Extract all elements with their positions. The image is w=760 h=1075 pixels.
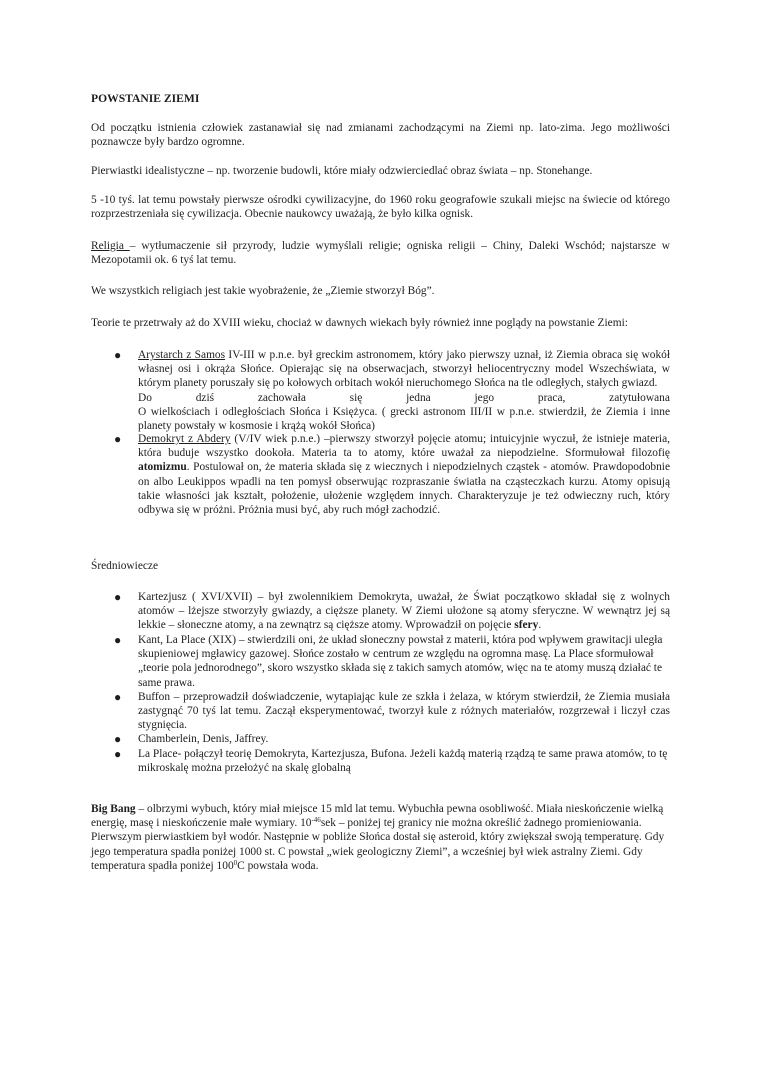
atomism-term: atomizmu — [138, 461, 187, 474]
religion-term: Religia — [91, 240, 130, 252]
bullet-icon: ● — [114, 732, 122, 746]
bullet-icon: ● — [114, 690, 122, 704]
paragraph-creation: We wszystkich religiach jest takie wyobrażenie, że „Ziemie stworzył Bóg”. — [91, 285, 435, 297]
section-heading-medieval: Średniowiecze — [91, 560, 159, 572]
bullet-icon: ● — [114, 348, 122, 362]
religion-text: – wytłumaczenie sił przyrody, ludzie wymyślali religie; ogniska religii – Chiny, Daleki Wschód; najstarsze w Mezopotamii ok. 6 tyś lat temu. — [91, 240, 670, 267]
descartes-text: Kartezjusz ( XVI/XVII) – był zwolennikiem Demokryta, uważał, że Świat początkowo składał się z wolnych atomów – lżejsze stworzyły gwiazdy, a cięższe planety. W Ziemi ułożone są atomy sferyczne. W wewnątrz jej są lekkie – słoneczne atomy, a na zewnątrz są cięższe atomy. Wprowadził on pojęcie sfery. — [138, 591, 670, 632]
big-bang-term: Big Bang — [91, 803, 136, 815]
paragraph-theories: Teorie te przetrwały aż do XVIII wieku, chociaż w dawnych wiekach były również inne poglądy na powstanie Ziemi: — [91, 317, 628, 329]
bullet-icon: ● — [114, 590, 122, 604]
aristarchus-name: Arystarch z Samos — [138, 349, 226, 361]
document-title: POWSTANIE ZIEMI — [91, 92, 200, 105]
paragraph-religion — [91, 239, 670, 267]
bullet-icon: ● — [114, 633, 122, 647]
paragraph-civilization: 5 -10 tyś. lat temu powstały pierwsze ośrodki cywilizacyjne, do 1960 roku geografowie szukali miejsc na świecie od którego rozprzestrzeniała się cywilizacja. Obecnie naukowcy uważają, że było kilka ognisk. — [91, 194, 670, 221]
bullet-icon: ● — [114, 432, 122, 446]
bullet-icon: ● — [114, 747, 122, 761]
spheres-term: sfery — [514, 619, 539, 632]
paragraph-idealistic: Pierwiastki idealistyczne – np. tworzenie budowli, które miały odzwierciedlać obraz świata – np. Stonehange. — [91, 165, 593, 177]
paragraph-big-bang: Big Bang – olbrzymi wybuch, który miał miejsce 15 mld lat temu. Wybuchła pewna osobliwość. Miała nieskończenie wielką energię, masę i nieskończenie małe wymiary. $10^{-46}sek$ – poniżej tej granicy nie można określić żadnego promieniowania. Pierwszym pierwiastkiem był wodór. Następnie w pobliże Słońca dostał się asteroid, który zwiększał swoją temperaturę. Gdy jego temperatura spadła poniżej 1000 st. C powstał „wiek geologiczny Ziemi”, a wcześniej był wiek astralny Ziemi. Gdy temperatura spadła poniżej $100^0C$ powstała woda. — [91, 803, 665, 872]
democritus-name: Demokryt z Abdery — [138, 433, 231, 445]
laplace-combined-text: La Place- połączył teorię Demokryta, Kartezjusza, Bufona. Jeżeli każdą materią rządzą te same prawa atomów, to tę mikroskalę można przełożyć na skalę globalną — [138, 748, 668, 775]
aristarchus-spread-line: Do dziś zachowała się jedna jego praca, zatytułowana — [138, 391, 670, 404]
democritus-text: Demokryt z Abdery (V/IV wiek p.n.e.) –pierwszy stworzył pojęcie atomu; intuicyjnie wyczuł, że istnieje materia, która buduje wszystko dookoła. Materia ta to atomy, które uważał za niepodzielne. Sformułował filozofię atomizmu. Postulował on, że materia składa się z wiecznych i niepodzielnych cząstek - atomów. Prawdopodobnie on albo Leukippos wpadli na ten pomysł obserwując rozpraszanie światła na cząsteczkach kurzu. Atomy opisują takie własności jak kształt, położenie, ułożenie względem innych. Charakteryzuje je też odwieczny ruch, który odbywa się w próżni. Próżnia musi być, aby ruch mógł zachodzić. — [138, 433, 671, 517]
buffon-text: Buffon – przeprowadził doświadczenie, wytapiając kule ze szkła i żelaza, w którym stwierdził, że Ziemia musiała zastygnąć 70 tyś lat temu. Zaczął eksperymentować, tworzył kule z różnych materiałów, rozgrzewał i liczył czas stygnięcia. — [138, 691, 670, 732]
aristarchus-text: Arystarch z Samos IV-III w p.n.e. był greckim astronomem, który jako pierwszy uznał, iż Ziemia obraca się wokół własnej osi i okrąża Słońce. Opierając się na obserwacjach, stworzył heliocentryczny model Wszechświata, w którym planety poruszały się po kołowych orbitach wokół nieruchomego Słońca na tle odległych, stałych gwiazd. Do dziś zachowała się jedna jego praca, zatytułowana O wielkościach i odległościach Słońca i Księżyca. ( grecki astronom III/II w p.n.e. stwierdził, że Ziemia i inne planety powstały w kosmosie i krążą wokół Słońca) — [138, 349, 670, 433]
chamberlein-text: Chamberlein, Denis, Jaffrey. — [138, 733, 269, 745]
kant-laplace-text: Kant, La Place (XIX) – stwierdzili oni, że układ słoneczny powstał z materii, która pod wpływem grawitacji uległa skupieniowej mgławicy gazowej. Słońce zostało w centrum ze względu na ogromna masę. La Place sformułował „teorie pola jednorodnego”, skoro wszystko składa się z takich samych atomów, więc na te atomy muszą działać te same prawa. — [138, 634, 663, 689]
paragraph-intro: Od początku istnienia człowiek zastanawiał się nad zmianami zachodzącymi na Ziemi np. lato-zima. Jego możliwości poznawcze były bardzo ogromne. — [91, 122, 670, 149]
